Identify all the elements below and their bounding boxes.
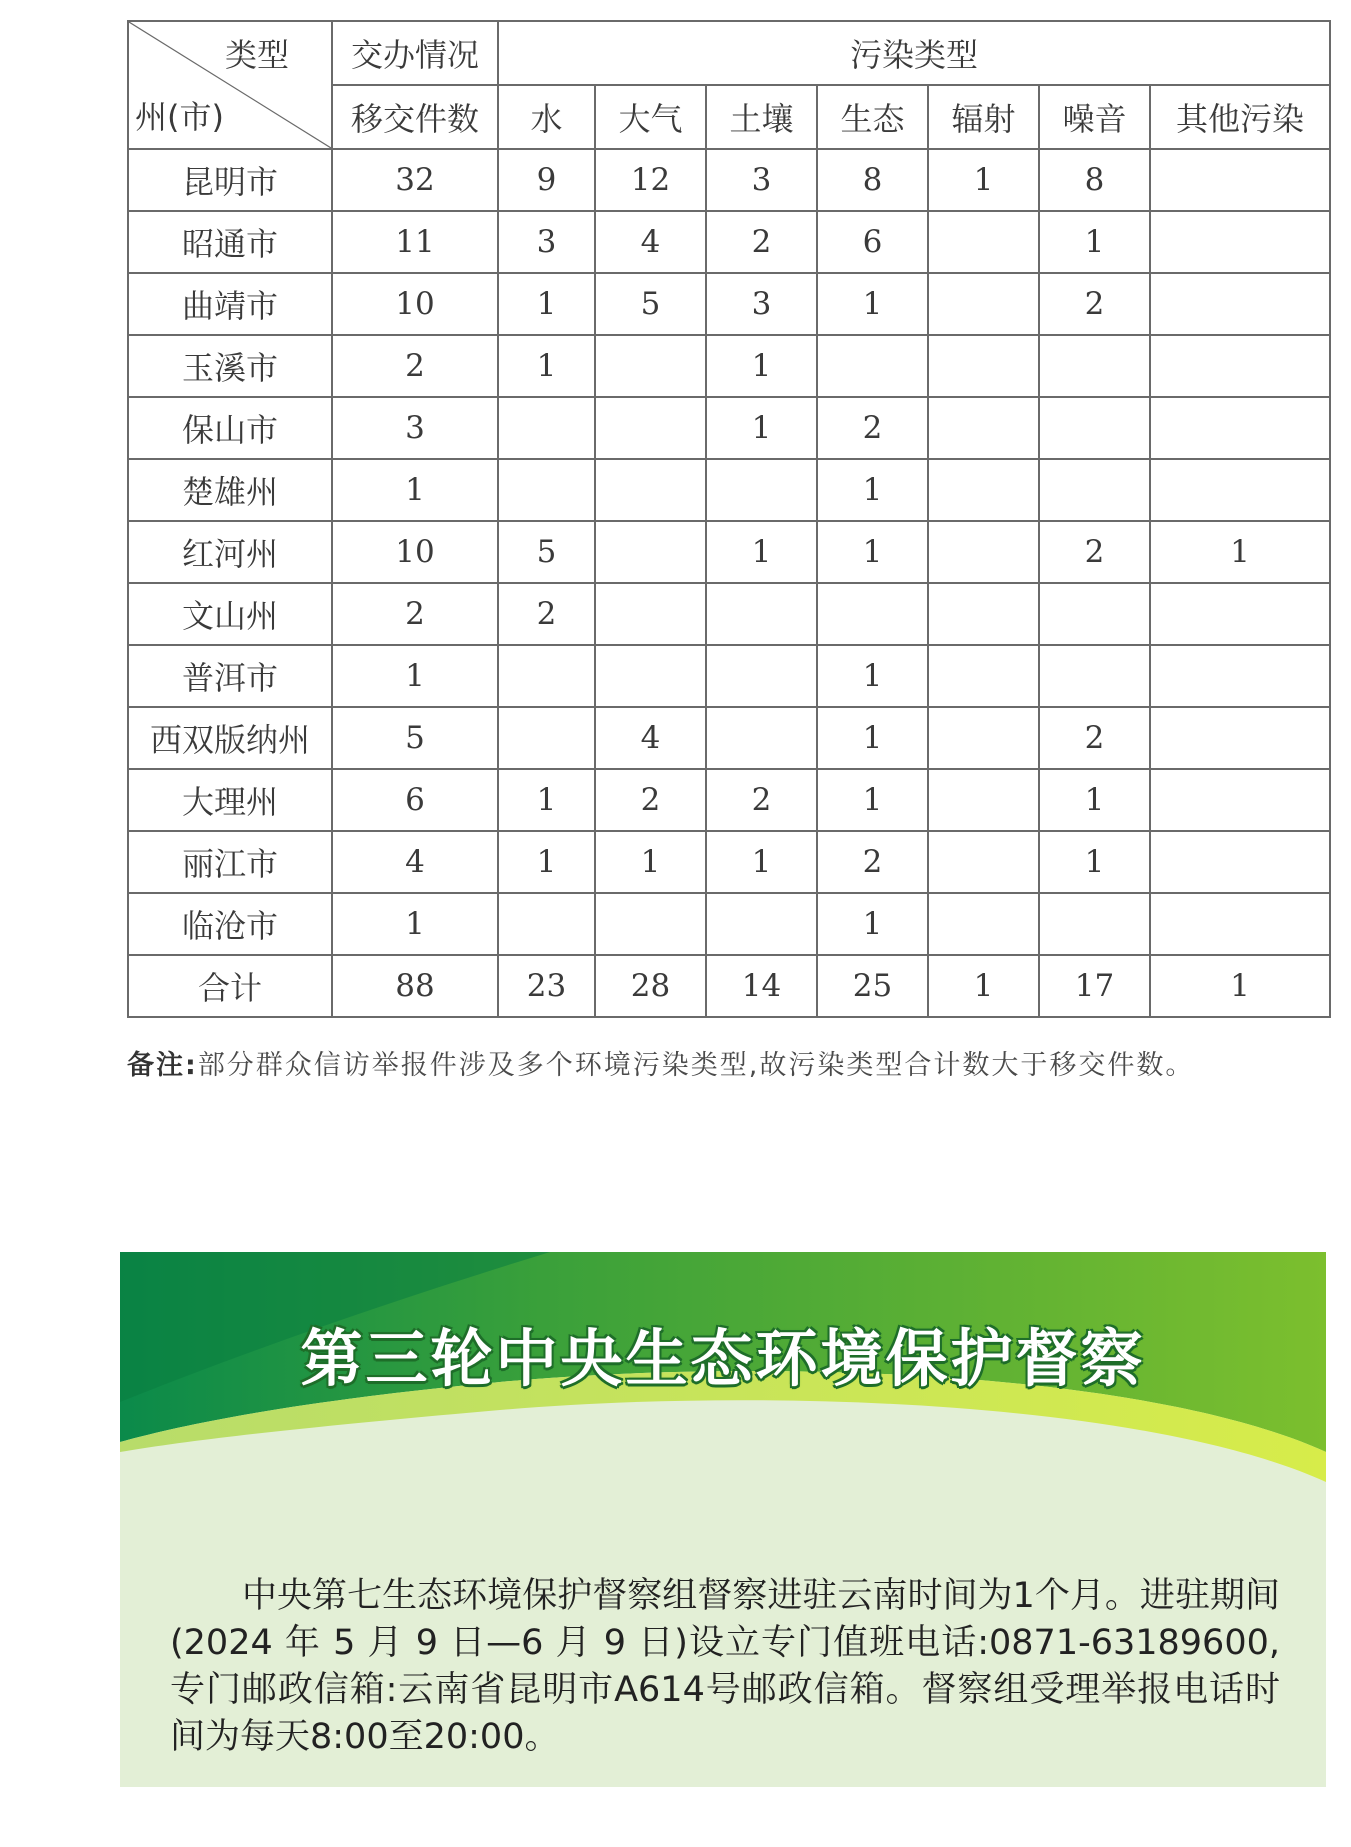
- value-cell: 1: [706, 521, 817, 583]
- value-cell: 25: [817, 955, 928, 1017]
- value-cell: 1: [1039, 211, 1150, 273]
- value-cell: 11: [332, 211, 498, 273]
- value-cell: 2: [332, 335, 498, 397]
- table-row: [128, 521, 1330, 583]
- value-cell: 2: [595, 769, 706, 831]
- value-cell: 6: [817, 211, 928, 273]
- table-row: [128, 335, 1330, 397]
- value-cell: [498, 645, 595, 707]
- value-cell: 2: [817, 397, 928, 459]
- value-cell: [595, 335, 706, 397]
- value-cell: 1: [706, 397, 817, 459]
- value-cell: [1150, 893, 1330, 955]
- value-cell: [706, 645, 817, 707]
- value-cell: 4: [332, 831, 498, 893]
- value-cell: 1: [498, 335, 595, 397]
- value-cell: [1150, 459, 1330, 521]
- value-cell: [706, 707, 817, 769]
- value-cell: 10: [332, 273, 498, 335]
- column-header: 水: [498, 85, 595, 149]
- value-cell: 1: [928, 955, 1039, 1017]
- value-cell: 1: [817, 459, 928, 521]
- value-cell: [1150, 769, 1330, 831]
- value-cell: 8: [817, 149, 928, 211]
- value-cell: 3: [498, 211, 595, 273]
- value-cell: 1: [817, 893, 928, 955]
- value-cell: [1150, 335, 1330, 397]
- value-cell: 6: [332, 769, 498, 831]
- value-cell: [928, 397, 1039, 459]
- total-label-cell: 合计: [128, 955, 332, 1017]
- value-cell: [595, 459, 706, 521]
- region-cell: 普洱市: [128, 645, 332, 707]
- value-cell: [595, 645, 706, 707]
- value-cell: [928, 211, 1039, 273]
- table-row: [128, 831, 1330, 893]
- value-cell: 1: [817, 645, 928, 707]
- value-cell: [706, 583, 817, 645]
- value-cell: 3: [706, 273, 817, 335]
- value-cell: [1039, 459, 1150, 521]
- value-cell: 8: [1039, 149, 1150, 211]
- value-cell: [595, 583, 706, 645]
- value-cell: 23: [498, 955, 595, 1017]
- value-cell: [1150, 397, 1330, 459]
- header-row-1: [128, 21, 1330, 85]
- region-cell: 楚雄州: [128, 459, 332, 521]
- value-cell: [498, 397, 595, 459]
- title-banner: [120, 1252, 1326, 1492]
- value-cell: 12: [595, 149, 706, 211]
- header-pollution-group: 污染类型: [498, 21, 1330, 85]
- region-cell: 昭通市: [128, 211, 332, 273]
- value-cell: 1: [498, 769, 595, 831]
- value-cell: 2: [706, 211, 817, 273]
- corner-label-type: 类型: [224, 36, 289, 74]
- region-cell: 昆明市: [128, 149, 332, 211]
- value-cell: [928, 645, 1039, 707]
- value-cell: 1: [817, 769, 928, 831]
- column-header: 生态: [817, 85, 928, 149]
- region-cell: 保山市: [128, 397, 332, 459]
- value-cell: [498, 893, 595, 955]
- value-cell: [1150, 273, 1330, 335]
- value-cell: 2: [1039, 273, 1150, 335]
- table-row: [128, 769, 1330, 831]
- value-cell: 1: [1150, 955, 1330, 1017]
- diagonal-header-cell: [128, 21, 332, 149]
- value-cell: 1: [332, 459, 498, 521]
- value-cell: 4: [595, 211, 706, 273]
- table-row: [128, 645, 1330, 707]
- value-cell: 2: [706, 769, 817, 831]
- value-cell: 1: [332, 893, 498, 955]
- value-cell: 1: [817, 273, 928, 335]
- value-cell: [595, 521, 706, 583]
- value-cell: 9: [498, 149, 595, 211]
- value-cell: 2: [1039, 707, 1150, 769]
- value-cell: 14: [706, 955, 817, 1017]
- region-cell: 大理州: [128, 769, 332, 831]
- value-cell: 3: [706, 149, 817, 211]
- value-cell: 1: [498, 831, 595, 893]
- value-cell: 28: [595, 955, 706, 1017]
- table-footnote: [127, 1043, 1194, 1082]
- value-cell: [498, 707, 595, 769]
- column-header: 移交件数: [332, 85, 498, 149]
- value-cell: [1039, 645, 1150, 707]
- value-cell: [498, 459, 595, 521]
- table-row: [128, 459, 1330, 521]
- value-cell: 1: [1039, 769, 1150, 831]
- inspection-info-panel: [120, 1252, 1326, 1787]
- value-cell: [595, 397, 706, 459]
- panel-paragraph: 中央第七生态环境保护督察组督察进驻云南时间为1个月。进驻期间(2024 年 5 月 9 日—6 月 9 日)设立专门值班电话:0871-63189600,专门邮政信箱:云南省昆明市A614号邮政信箱。督察组受理举报电话时间为每天8:00至20:00。: [170, 1576, 1280, 1757]
- region-cell: 玉溪市: [128, 335, 332, 397]
- value-cell: [928, 769, 1039, 831]
- stats-table-wrapper: [127, 20, 1331, 1018]
- table-row: [128, 149, 1330, 211]
- value-cell: 5: [332, 707, 498, 769]
- value-cell: [928, 521, 1039, 583]
- value-cell: [1039, 335, 1150, 397]
- value-cell: 1: [332, 645, 498, 707]
- value-cell: [1150, 149, 1330, 211]
- region-cell: 文山州: [128, 583, 332, 645]
- header-transfer-group: 交办情况: [332, 21, 498, 85]
- value-cell: [1039, 397, 1150, 459]
- table-row: [128, 397, 1330, 459]
- value-cell: 5: [595, 273, 706, 335]
- value-cell: 4: [595, 707, 706, 769]
- value-cell: [1039, 893, 1150, 955]
- region-cell: 西双版纳州: [128, 707, 332, 769]
- value-cell: 1: [928, 149, 1039, 211]
- value-cell: 2: [332, 583, 498, 645]
- value-cell: [1150, 583, 1330, 645]
- table-row: [128, 273, 1330, 335]
- value-cell: 1: [1039, 831, 1150, 893]
- value-cell: [1039, 583, 1150, 645]
- value-cell: 2: [1039, 521, 1150, 583]
- value-cell: 1: [817, 707, 928, 769]
- value-cell: 10: [332, 521, 498, 583]
- value-cell: [928, 335, 1039, 397]
- table-row: [128, 583, 1330, 645]
- column-header: 辐射: [928, 85, 1039, 149]
- region-cell: 丽江市: [128, 831, 332, 893]
- column-header: 其他污染: [1150, 85, 1330, 149]
- column-header: 大气: [595, 85, 706, 149]
- value-cell: 32: [332, 149, 498, 211]
- value-cell: 1: [498, 273, 595, 335]
- value-cell: [817, 335, 928, 397]
- value-cell: [706, 893, 817, 955]
- table-row: [128, 211, 1330, 273]
- total-row: [128, 955, 1330, 1017]
- value-cell: [928, 707, 1039, 769]
- value-cell: 88: [332, 955, 498, 1017]
- region-cell: 曲靖市: [128, 273, 332, 335]
- value-cell: [928, 583, 1039, 645]
- region-cell: 临沧市: [128, 893, 332, 955]
- value-cell: [1150, 211, 1330, 273]
- value-cell: [1150, 645, 1330, 707]
- footnote-text: 部分群众信访举报件涉及多个环境污染类型,故污染类型合计数大于移交件数。: [197, 1050, 1195, 1081]
- column-header: 土壤: [706, 85, 817, 149]
- value-cell: [817, 583, 928, 645]
- value-cell: [928, 273, 1039, 335]
- value-cell: [1150, 831, 1330, 893]
- table-row: [128, 707, 1330, 769]
- value-cell: [928, 893, 1039, 955]
- value-cell: 1: [817, 521, 928, 583]
- value-cell: 1: [706, 335, 817, 397]
- column-header: 噪音: [1039, 85, 1150, 149]
- footnote-label: 备注:: [127, 1050, 198, 1081]
- region-cell: 红河州: [128, 521, 332, 583]
- complaint-statistics-table: [127, 20, 1331, 1018]
- value-cell: 1: [706, 831, 817, 893]
- value-cell: [928, 831, 1039, 893]
- value-cell: [1150, 707, 1330, 769]
- value-cell: 2: [817, 831, 928, 893]
- value-cell: 1: [595, 831, 706, 893]
- value-cell: [595, 893, 706, 955]
- value-cell: 3: [332, 397, 498, 459]
- corner-label-region: 州(市): [135, 98, 224, 136]
- value-cell: 5: [498, 521, 595, 583]
- value-cell: [928, 459, 1039, 521]
- value-cell: [706, 459, 817, 521]
- value-cell: 1: [1150, 521, 1330, 583]
- value-cell: 17: [1039, 955, 1150, 1017]
- table-row: [128, 893, 1330, 955]
- panel-title: 第三轮中央生态环境保护督察: [300, 1322, 1146, 1395]
- value-cell: 2: [498, 583, 595, 645]
